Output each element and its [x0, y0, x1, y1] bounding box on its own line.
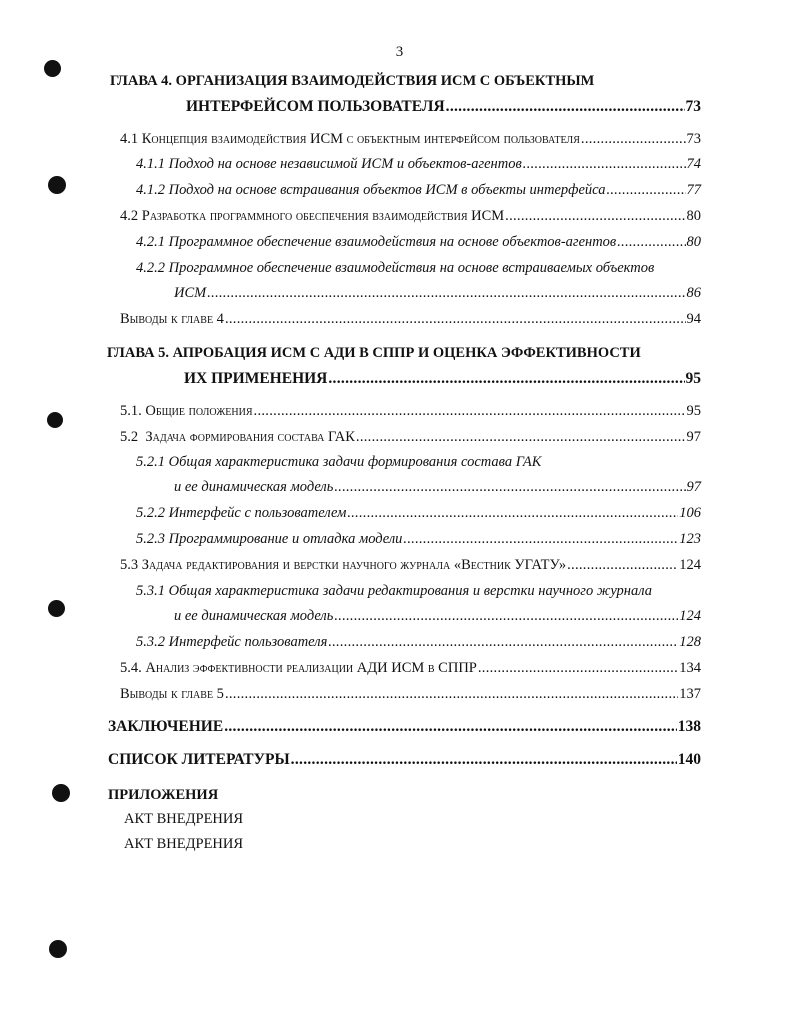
ch5-title-line1: ГЛАВА 5. АПРОБАЦИЯ ИСМ С АДИ В СППР И ОЦЕНКА ЭФФЕКТИВНОСТИ: [107, 345, 641, 361]
leader-dots: [567, 556, 678, 574]
toc-entry-5-2-2: [136, 504, 701, 522]
toc-entry-act-2: АКТ ВНЕДРЕНИЯ: [124, 836, 244, 852]
toc-entry-5-3-1: [174, 607, 701, 625]
toc-entry-appendices: ПРИЛОЖЕНИЯ: [108, 787, 219, 803]
toc-entry-page: 134: [679, 660, 701, 676]
toc-entry-5-3-1-line1: 5.3.1 Общая характеристика задачи редактирования и верстки научного журнала: [136, 583, 653, 599]
ch5-title-line2: ИХ ПРИМЕНЕНИЯ: [184, 370, 328, 387]
leader-dots: [207, 284, 685, 302]
toc-entry-page: 138: [677, 718, 701, 735]
toc-entry-4-2: [120, 207, 701, 225]
toc-entry-label: Выводы к главе 5: [120, 686, 224, 702]
toc-entry-4-2-1: [136, 233, 701, 251]
toc-entry-act-1: АКТ ВНЕДРЕНИЯ: [124, 811, 244, 827]
toc-entry-4-1: [120, 130, 701, 148]
toc-entry-conclusions-4: [120, 310, 701, 328]
leader-dots: [617, 233, 685, 251]
toc-entry-label: 4.2 Разработка программного обеспечения взаимодействия ИСМ: [120, 208, 505, 224]
leader-dots: [505, 207, 685, 225]
toc-entry-5-3: [120, 556, 701, 574]
binder-hole-6: [49, 940, 67, 958]
toc-entry-4-2-2-line1: 4.2.2 Программное обеспечение взаимодействия на основе встраиваемых объектов: [136, 260, 655, 276]
toc-entry-page: 80: [686, 208, 701, 224]
toc-entry-5-2-3: [136, 530, 701, 548]
toc-entry-label: ИСМ: [174, 285, 207, 301]
ch4-page: 73: [685, 98, 701, 115]
leader-dots: [356, 428, 686, 446]
toc-entry-label: Выводы к главе 4: [120, 311, 224, 327]
leader-dots: [478, 659, 678, 677]
leader-dots: [581, 130, 686, 148]
toc-entry-5-4: [120, 659, 701, 677]
binder-hole-4: [48, 600, 65, 617]
toc-entry-page: 97: [686, 429, 701, 445]
toc-entry-page: 106: [679, 505, 701, 521]
toc-entry-label: 4.1 Концепция взаимодействия ИСМ с объектным интерфейсом пользователя: [120, 131, 580, 147]
toc-entry-label: 5.1. Общие положения: [120, 403, 253, 419]
toc-entry-label: 5.3 Задача редактирования и верстки научного журнала «Вестник УГАТУ»: [120, 557, 567, 573]
toc-entry-label: 4.1.1 Подход на основе независимой ИСМ и объектов-агентов: [136, 156, 522, 172]
toc-entry-page: 73: [686, 131, 701, 147]
toc-entry-5-3-2: [136, 633, 701, 651]
leader-dots: [254, 402, 686, 420]
toc-entry-page: 123: [679, 531, 701, 547]
toc-entry-page: 137: [679, 686, 701, 702]
toc-entry-5-2-1: [174, 478, 701, 496]
toc-entry-label: 5.2 Задача формирования состава ГАК: [120, 429, 355, 445]
toc-entry-page: 95: [686, 403, 701, 419]
toc-entry-conclusion: [108, 718, 701, 736]
toc-entry-label: 4.1.2 Подход на основе встраивания объектов ИСМ в объекты интерфейса: [136, 182, 606, 198]
leader-dots: [334, 607, 678, 625]
toc-entry-label: и ее динамическая модель: [174, 479, 334, 495]
toc-entry-page: 77: [686, 182, 701, 198]
leader-dots: [328, 633, 678, 651]
leader-dots: [403, 530, 678, 548]
toc-entry-page: 94: [686, 311, 701, 327]
toc-entry-page: 97: [686, 479, 701, 495]
leader-dots: [606, 181, 685, 199]
toc-entry-page: 86: [686, 285, 701, 301]
toc-entry-4-1-2: [136, 181, 701, 199]
toc-entry-4-2-2: [174, 284, 701, 302]
binder-hole-2: [48, 176, 66, 194]
binder-hole-1: [44, 60, 61, 77]
toc-entry-conclusions-5: [120, 685, 701, 703]
ch4-title-row: [186, 98, 701, 116]
toc-entry-page: 140: [677, 751, 701, 768]
page-number: 3: [395, 44, 404, 60]
toc-entry-label: 4.2.1 Программное обеспечение взаимодействия на основе объектов-агентов: [136, 234, 617, 250]
toc-entry-label: 5.4. Анализ эффективности реализации АДИ ИСМ в СППР: [120, 660, 477, 676]
toc-entry-5-2-1-line1: 5.2.1 Общая характеристика задачи формирования состава ГАК: [136, 454, 542, 470]
ch5-page: 95: [685, 370, 701, 387]
toc-entry-label: СПИСОК ЛИТЕРАТУРЫ: [108, 751, 290, 768]
leader-dots: [446, 98, 685, 116]
binder-hole-3: [47, 412, 63, 428]
leader-dots: [347, 504, 678, 522]
toc-entry-page: 128: [679, 634, 701, 650]
leader-dots: [291, 751, 677, 769]
leader-dots: [328, 370, 684, 388]
ch4-title-line1: ГЛАВА 4. ОРГАНИЗАЦИЯ ВЗАИМОДЕЙСТВИЯ ИСМ С ОБЪЕКТНЫМ: [110, 73, 595, 89]
toc-entry-5-2: [120, 428, 701, 446]
ch4-title-line2: ИНТЕРФЕЙСОМ ПОЛЬЗОВАТЕЛЯ: [186, 98, 445, 115]
toc-entry-label: 5.2.3 Программирование и отладка модели: [136, 531, 403, 547]
toc-entry-label: и ее динамическая модель: [174, 608, 334, 624]
ch5-title-row: [184, 370, 701, 388]
leader-dots: [225, 310, 686, 328]
toc-entry-page: 74: [686, 156, 701, 172]
toc-entry-page: 124: [679, 557, 701, 573]
toc-entry-label: 5.2.2 Интерфейс с пользователем: [136, 505, 347, 521]
toc-entry-label: ЗАКЛЮЧЕНИЕ: [108, 718, 224, 735]
toc-entry-label: 5.3.2 Интерфейс пользователя: [136, 634, 328, 650]
toc-entry-5-1: [120, 402, 701, 420]
toc-entry-page: 124: [679, 608, 701, 624]
leader-dots: [334, 478, 685, 496]
toc-entry-4-1-1: [136, 155, 701, 173]
leader-dots: [224, 718, 677, 736]
toc-entry-references: [108, 751, 701, 769]
leader-dots: [523, 155, 686, 173]
leader-dots: [225, 685, 678, 703]
binder-hole-5: [52, 784, 70, 802]
toc-entry-page: 80: [686, 234, 701, 250]
